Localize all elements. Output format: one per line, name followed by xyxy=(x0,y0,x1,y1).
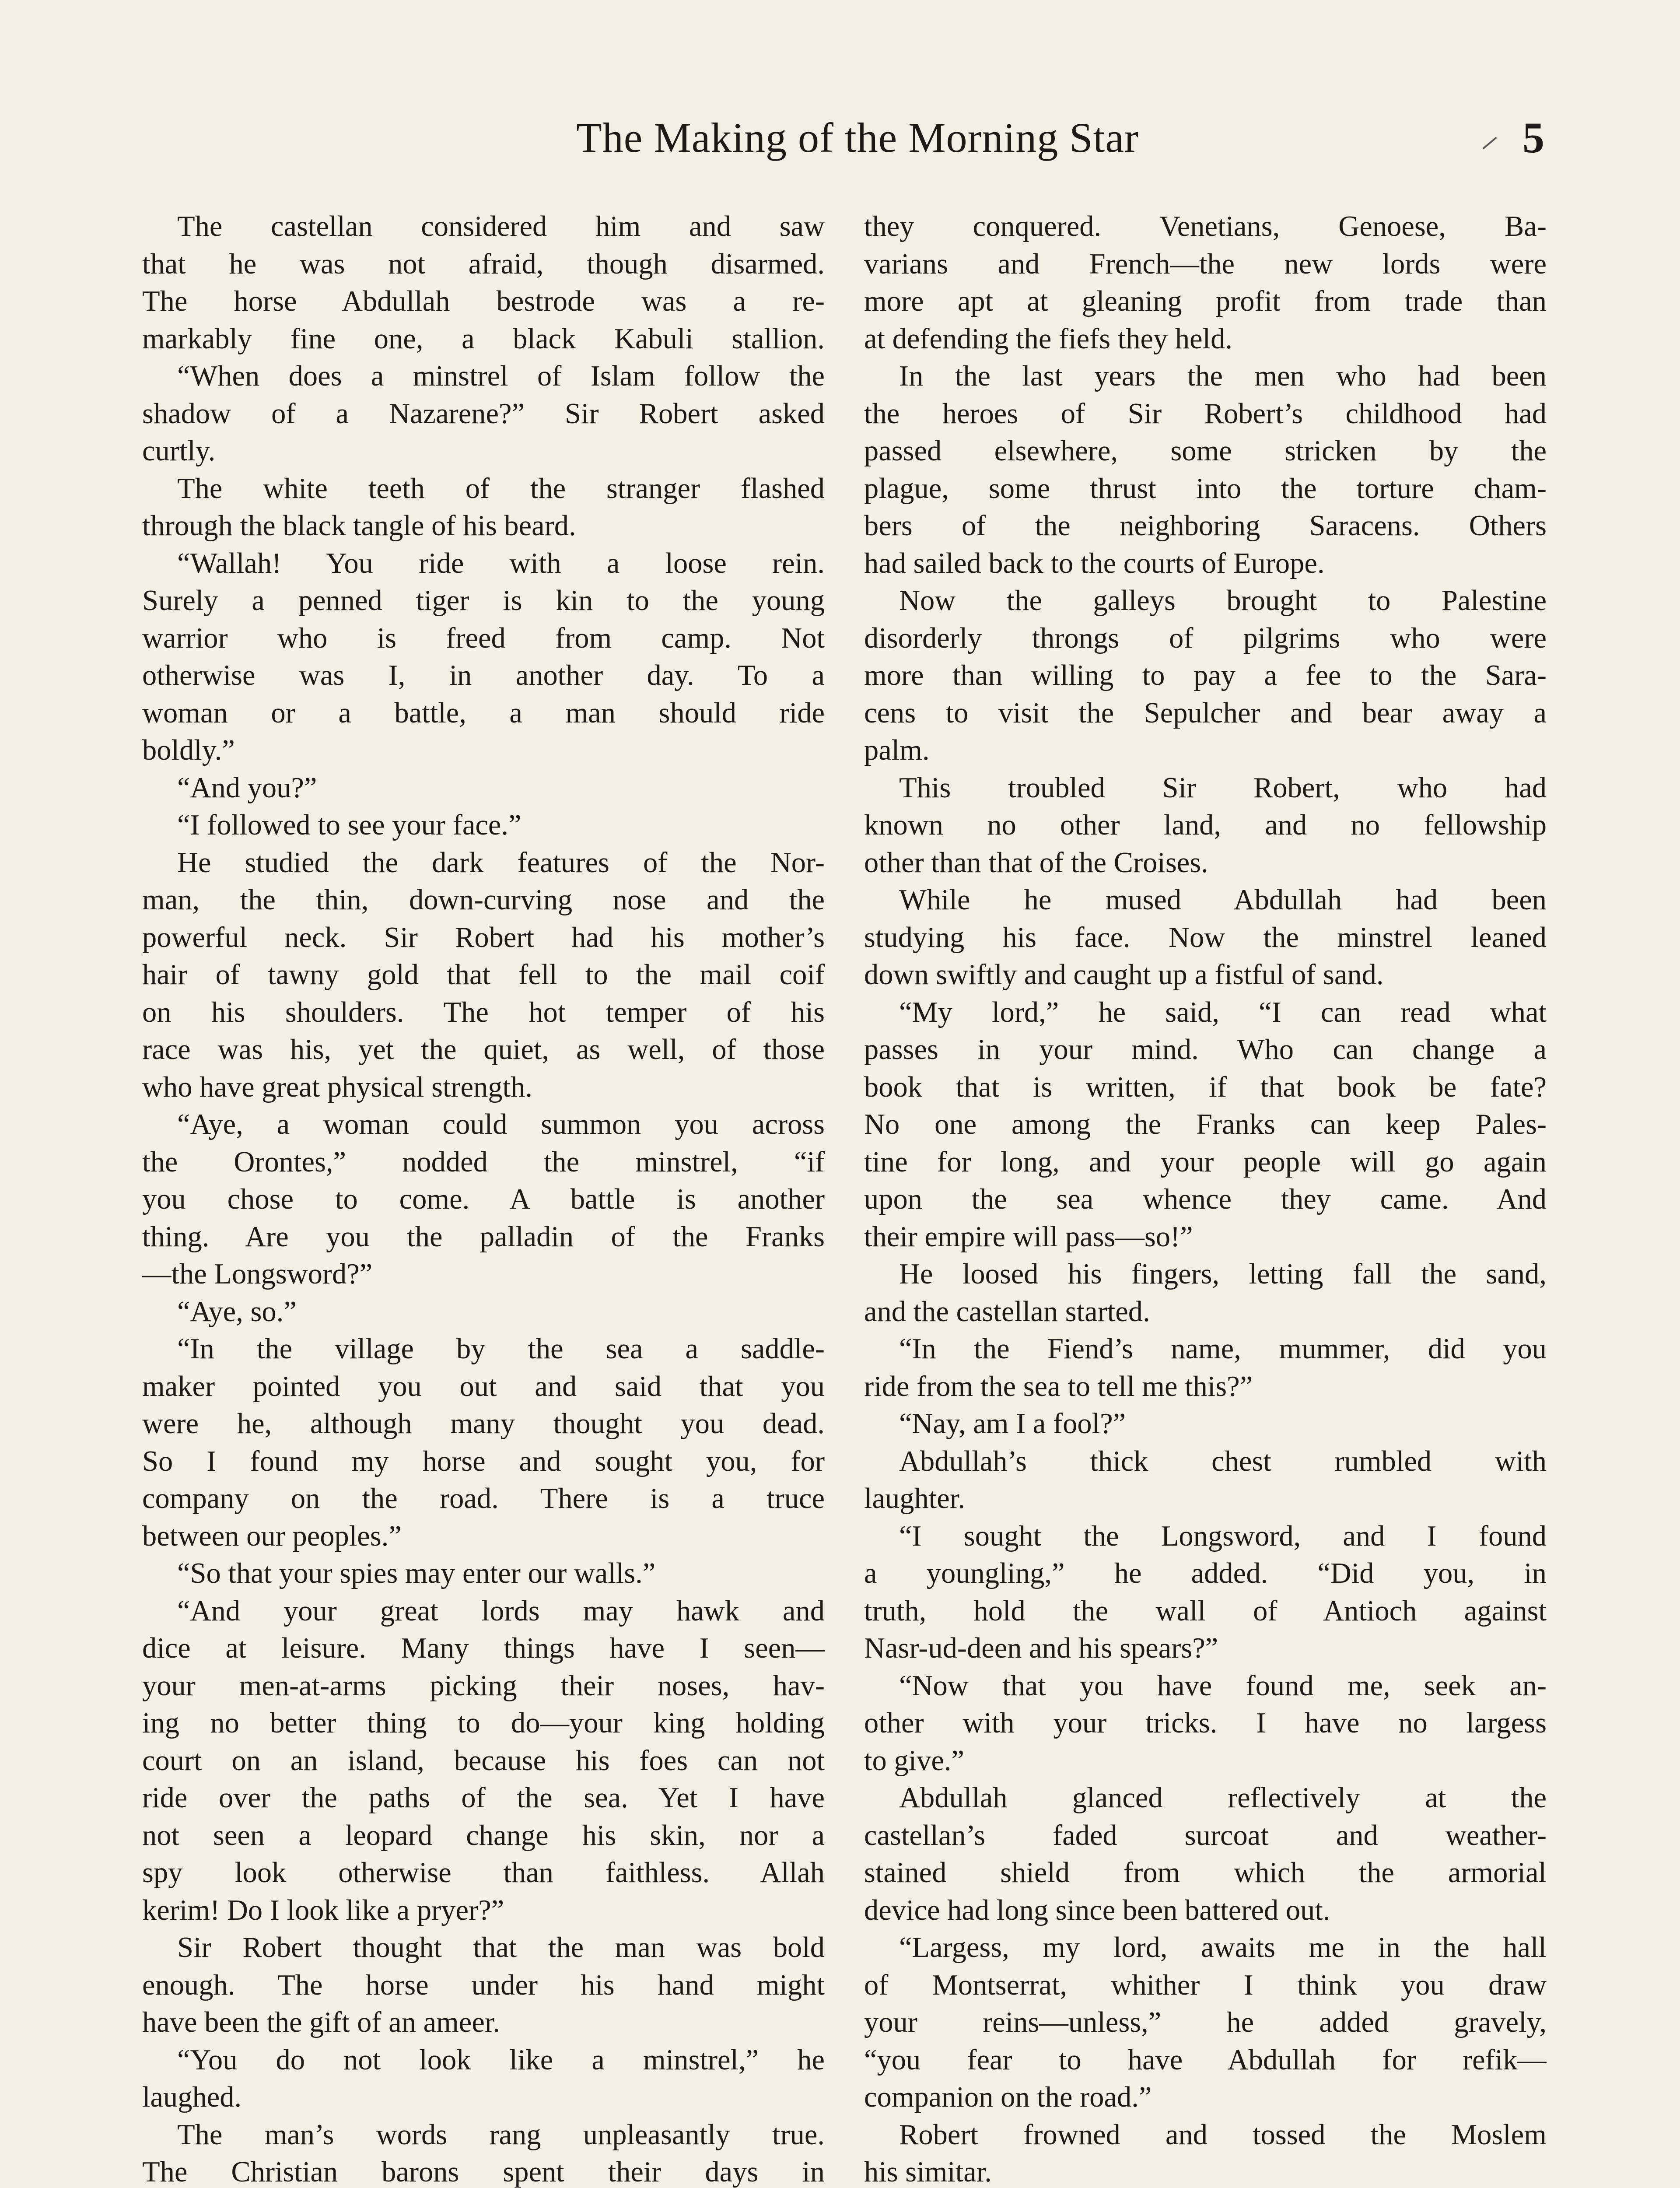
text-line: laughter. xyxy=(864,1483,965,1515)
text-line: “I followed to see your face.” xyxy=(177,809,522,841)
text-line: castellan’s faded surcoat and weather- xyxy=(864,1819,1547,1851)
text-line: who have great physical strength. xyxy=(142,1071,532,1103)
text-line: “Largess, my lord, awaits me in the hall xyxy=(899,1932,1547,1964)
right-text-column xyxy=(864,208,1547,2188)
text-line: passed elsewhere, some stricken by the xyxy=(864,435,1547,467)
text-line: palm. xyxy=(864,734,930,766)
text-line: The Christian barons spent their days in xyxy=(142,2156,825,2188)
text-line: truth, hold the wall of Antioch against xyxy=(864,1595,1547,1627)
text-line: have been the gift of an ameer. xyxy=(142,2006,500,2038)
text-line: to give.” xyxy=(864,1744,964,1777)
text-line: So I found my horse and sought you, for xyxy=(142,1445,825,1477)
text-line: “And you?” xyxy=(177,771,317,804)
text-line: No one among the Franks can keep Pales- xyxy=(864,1108,1547,1140)
text-line: Robert frowned and tossed the Moslem xyxy=(899,2118,1547,2151)
text-line: his simitar. xyxy=(864,2156,992,2188)
text-line: device had long since been battered out. xyxy=(864,1894,1330,1926)
text-line: they conquered. Venetians, Genoese, Ba- xyxy=(864,210,1547,242)
text-line: laughed. xyxy=(142,2081,242,2113)
text-line: disorderly throngs of pilgrims who were xyxy=(864,622,1547,654)
text-line: “You do not look like a minstrel,” he xyxy=(177,2044,825,2076)
text-line: ride from the sea to tell me this?” xyxy=(864,1370,1253,1403)
text-line: Abdullah glanced reflectively at the xyxy=(899,1782,1547,1814)
text-line: companion on the road.” xyxy=(864,2081,1152,2113)
text-line: through the black tangle of his beard. xyxy=(142,510,576,542)
text-line: down swiftly and caught up a fistful of sand. xyxy=(864,959,1384,991)
text-line: court on an island, because his foes can not xyxy=(142,1744,825,1777)
text-line: “I sought the Longsword, and I found xyxy=(899,1520,1547,1552)
text-line: Sir Robert thought that the man was bold xyxy=(177,1932,825,1964)
page-header xyxy=(131,101,1584,175)
text-line: powerful neck. Sir Robert had his mother’s xyxy=(142,921,825,954)
text-line: plague, some thrust into the torture cham- xyxy=(864,472,1547,505)
text-line: The man’s words rang unpleasantly true. xyxy=(177,2118,825,2151)
text-line: kerim! Do I look like a pryer?” xyxy=(142,1894,504,1926)
text-line: and the castellan started. xyxy=(864,1295,1150,1328)
text-line: on his shoulders. The hot temper of his xyxy=(142,996,825,1028)
text-line: “So that your spies may enter our walls.” xyxy=(177,1557,656,1589)
text-line: other than that of the Croises. xyxy=(864,846,1208,879)
text-line: “And your great lords may hawk and xyxy=(177,1595,825,1627)
text-line: dice at leisure. Many things have I seen— xyxy=(142,1632,825,1664)
text-line: varians and French—the new lords were xyxy=(864,248,1547,280)
text-line: markably fine one, a black Kabuli stallion. xyxy=(142,323,825,355)
text-line: boldly.” xyxy=(142,734,235,766)
text-line: not seen a leopard change his skin, nor a xyxy=(142,1819,825,1851)
text-line: “In the Fiend’s name, mummer, did you xyxy=(899,1333,1547,1365)
text-line: In the last years the men who had been xyxy=(899,360,1547,392)
text-line: cens to visit the Sepulcher and bear away a xyxy=(864,697,1547,729)
text-line: of Montserrat, whither I think you draw xyxy=(864,1969,1547,2001)
text-line: had sailed back to the courts of Europe. xyxy=(864,547,1325,579)
left-text-column xyxy=(142,208,825,2188)
text-line: “Aye, a woman could summon you across xyxy=(177,1108,825,1140)
text-line: studying his face. Now the minstrel leaned xyxy=(864,921,1547,954)
text-line: “In the village by the sea a saddle- xyxy=(177,1333,825,1365)
text-line: ing no better thing to do—your king holding xyxy=(142,1707,825,1739)
text-line: “Wallah! You ride with a loose rein. xyxy=(177,547,825,579)
text-line: book that is written, if that book be fate? xyxy=(864,1071,1547,1103)
text-line: maker pointed you out and said that you xyxy=(142,1370,825,1403)
text-line: were he, although many thought you dead. xyxy=(142,1408,825,1440)
text-line: upon the sea whence they came. And xyxy=(864,1183,1547,1215)
text-line: their empire will pass—so!” xyxy=(864,1220,1193,1253)
text-line: “When does a minstrel of Islam follow the xyxy=(177,360,825,392)
text-line: Abdullah’s thick chest rumbled with xyxy=(899,1445,1547,1477)
text-line: stained shield from which the armorial xyxy=(864,1857,1547,1889)
text-line: your reins—unless,” he added gravely, xyxy=(864,2006,1547,2038)
text-line: He studied the dark features of the Nor- xyxy=(177,846,825,879)
text-line: Surely a penned tiger is kin to the young xyxy=(142,585,825,617)
text-line: Nasr-ud-deen and his spears?” xyxy=(864,1632,1218,1664)
text-line: between our peoples.” xyxy=(142,1520,402,1552)
running-title: The Making of the Morning Star xyxy=(576,114,1139,161)
text-line: that he was not afraid, though disarmed. xyxy=(142,248,825,280)
text-line: your men-at-arms picking their noses, hav- xyxy=(142,1669,825,1702)
text-line: passes in your mind. Who can change a xyxy=(864,1034,1547,1066)
text-line: thing. Are you the palladin of the Franks xyxy=(142,1220,825,1253)
text-line: curtly. xyxy=(142,435,216,467)
text-line: more than willing to pay a fee to the Sara- xyxy=(864,659,1547,691)
text-line: While he mused Abdullah had been xyxy=(899,884,1547,916)
text-line: “Nay, am I a fool?” xyxy=(899,1408,1126,1440)
text-line: Now the galleys brought to Palestine xyxy=(899,585,1547,617)
text-line: The horse Abdullah bestrode was a re- xyxy=(142,285,825,317)
text-line: bers of the neighboring Saracens. Others xyxy=(864,510,1547,542)
text-line: hair of tawny gold that fell to the mail coif xyxy=(142,959,825,991)
text-line: a youngling,” he added. “Did you, in xyxy=(864,1557,1547,1589)
text-line: woman or a battle, a man should ride xyxy=(142,697,825,729)
text-line: “My lord,” he said, “I can read what xyxy=(899,996,1547,1028)
text-line: shadow of a Nazarene?” Sir Robert asked xyxy=(142,397,825,430)
text-line: “Now that you have found me, seek an- xyxy=(899,1669,1547,1702)
text-line: company on the road. There is a truce xyxy=(142,1483,825,1515)
text-line: warrior who is freed from camp. Not xyxy=(142,622,825,654)
text-line: The castellan considered him and saw xyxy=(177,210,825,242)
text-line: the heroes of Sir Robert’s childhood had xyxy=(864,397,1547,430)
text-line: other with your tricks. I have no largess xyxy=(864,1707,1547,1739)
page-number: 5 xyxy=(1522,113,1544,162)
text-line: The white teeth of the stranger flashed xyxy=(177,472,825,505)
text-line: at defending the fiefs they held. xyxy=(864,323,1233,355)
text-line: the Orontes,” nodded the minstrel, “if xyxy=(142,1146,825,1178)
text-line: This troubled Sir Robert, who had xyxy=(899,771,1547,804)
text-line: “you fear to have Abdullah for refik— xyxy=(864,2044,1547,2076)
text-line: ride over the paths of the sea. Yet I have xyxy=(142,1782,825,1814)
text-line: “Aye, so.” xyxy=(177,1295,297,1328)
text-line: —the Longsword?” xyxy=(142,1258,373,1290)
text-line: known no other land, and no fellowship xyxy=(864,809,1547,841)
text-line: race was his, yet the quiet, as well, of those xyxy=(142,1034,825,1066)
text-line: man, the thin, down-curving nose and the xyxy=(142,884,825,916)
text-line: more apt at gleaning profit from trade than xyxy=(864,285,1547,317)
text-line: spy look otherwise than faithless. Allah xyxy=(142,1857,825,1889)
text-line: He loosed his fingers, letting fall the sand, xyxy=(899,1258,1547,1290)
text-line: you chose to come. A battle is another xyxy=(142,1183,825,1215)
text-line: enough. The horse under his hand might xyxy=(142,1969,825,2001)
text-line: otherwise was I, in another day. To a xyxy=(142,659,825,691)
text-line: tine for long, and your people will go again xyxy=(864,1146,1547,1178)
